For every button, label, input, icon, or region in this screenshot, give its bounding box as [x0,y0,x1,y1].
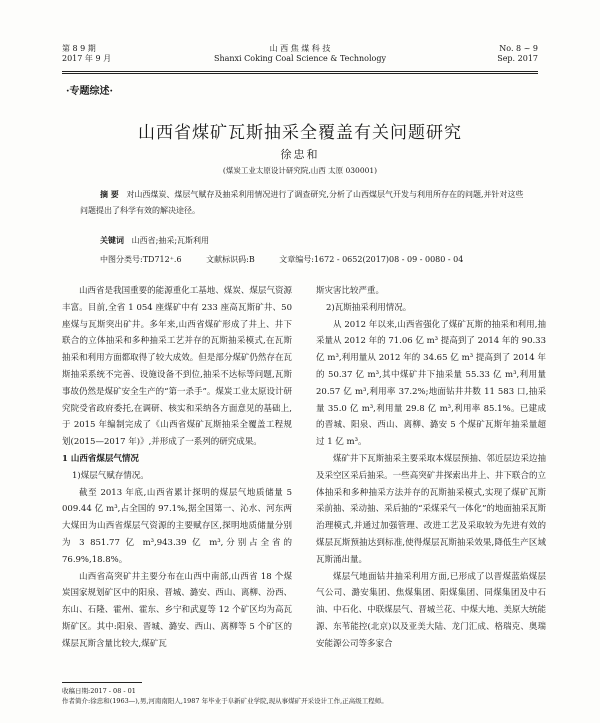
body-paragraph-continued: 斯灾害比较严重。 [316,286,385,296]
classification-line [100,254,540,265]
journal-name-en: Shanxi Coking Coal Science & Technology [213,54,387,63]
issue-info-en [497,44,538,64]
abstract-text: 对山西煤炭、煤层气赋存及抽采利用情况进行了调查研究,分析了山西煤层气开发与利用所存在的问题,并针对这些问题提出了科学有效的解决途径。 [80,190,524,215]
intro-paragraph: 山西省是我国重要的能源重化工基地、煤炭、煤层气资源丰富。目前,全省 1 054 座煤矿中有 233 座高瓦斯矿井、50 座煤与瓦斯突出矿井。多年来,山西省煤矿形成了井上、井下联合的立体抽采和多种抽采工艺并存的瓦斯抽采模式,在瓦斯抽采和利用方面都取得了较大成效。但是部分煤矿仍然存在瓦斯抽采系统不完善、设施设备不到位,抽采不达标等问题,瓦斯事故仍然是煤矿安全生产的“第一杀手”。煤炭工业太原设计研究院受省政府委托,在调研、核实和采纳各方面意见的基础上,于 2015 年编制完成了《山西省煤矿瓦斯抽采全覆盖工程规划(2015—2017 年)》,并形成了一系列的研究成果。 [62,286,292,448]
header-rule-thin [62,73,538,74]
footnote [62,686,540,706]
issue-number-en: No. 8 ~ 9 [499,44,538,53]
article-title: 山西省煤矿瓦斯抽采全覆盖有关问题研究 [138,123,462,143]
body-paragraph: 煤层气地面钻井抽采利用方面,已形成了以晋煤蓝焰煤层气公司、潞安集团、焦煤集团、阳煤集团、同煤集团及中石油、中石化、中联煤层气、晋城兰花、中煤大地、美原大统能源、东苇能控(北京)以及亚美大陆、龙门汇成、格瑞克、奥瑞安能源公司等多家合 [316,571,546,649]
left-column [62,283,292,653]
running-header [62,44,538,72]
header-rule [62,71,538,72]
subsection-heading: 1)煤层气赋存情况。 [72,470,149,481]
abstract-label: 摘 要 [100,189,119,199]
section-heading: 1 山西省煤层气情况 [62,453,139,464]
author-affiliation: (煤炭工业太原设计研究院,山西 太原 030001) [222,166,378,175]
document-code: 文献标识码:B [206,255,255,264]
issue-date-en: Sep. 2017 [497,54,538,63]
right-column [316,283,546,653]
issue-number: 第 8 9 期 [62,44,96,53]
keywords-text: 山西省;抽采;瓦斯利用 [131,236,210,245]
body-paragraph: 截至 2013 年底,山西省累计探明的煤层气地质储量 5 009.44 亿 m³,占全国的 97.1%,据全国第一、沁水、河东两大煤田为山西省煤层气资源的主要赋存区,探明地质储量分别为 3 851.77 亿 m³,943.39 亿 m³,分别占全省的 76.9%,18.8%。 [62,487,292,565]
author-name: 徐忠和 [280,148,320,161]
body-paragraph: 山西省高突矿井主要分布在山西中南部,山西省 18 个煤炭国家规划矿区中的阳泉、晋城、潞安、西山、离柳、汾西、东山、石隆、霍州、霍东、乡宁和武夏等 12 个矿区均为高瓦斯矿区。其中:阳泉、晋城、潞安、西山、离柳等 5 个矿区的煤层瓦斯含量比较大,煤矿瓦 [62,571,292,649]
subsection-heading: 2)瓦斯抽采利用情况。 [326,302,412,313]
keywords-label: 关键词 [100,235,124,245]
body-paragraph: 煤矿井下瓦斯抽采主要采取本煤层预抽、邻近层边采边抽及采空区采后抽采。一些高突矿井探索出井上、井下联合的立体抽采和多种抽采方法并存的瓦斯抽采模式,实现了煤矿瓦斯采前抽、采动抽、采后抽的“采煤采气一体化”的地面抽采瓦斯治理模式,并通过加强管理、改进工艺及采取较为先进有效的煤层瓦斯预抽达到标准,使得煤层瓦斯抽采效果,降低生产区域瓦斯涌出量。 [316,453,546,565]
author-bio: 作者简介:徐忠和(1963—),男,河南南阳人,1987 年毕业于阜新矿业学院,现从事煤矿开采设计工作,正高级工程师。 [62,697,388,705]
article-number: 文章编号:1672 - 0652(2017)08 - 09 - 0080 - 04 [279,255,464,264]
journal-name-cn: 山 西 焦 煤 科 技 [269,44,331,53]
received-date: 收稿日期:2017 - 08 - 01 [62,687,136,695]
footnote-rule [62,682,142,683]
clc-number: 中图分类号:TD712⁺.6 [100,255,182,264]
issue-date: 2017 年 9 月 [62,54,112,63]
body-paragraph: 从 2012 年以来,山西省强化了煤矿瓦斯的抽采和利用,抽采量从 2012 年的 71.06 亿 m³ 提高到了 2014 年的 90.33 亿 m³,利用量从 2012 年的 34.65 亿 m³ 提高到了 2014 年的 50.37 亿 m³,其中煤矿井下抽采量 55.33 亿 m³,利用量 20.57 亿 m³,利用率 37.2%;地面钻井井数 11 583 口,抽采量 35.0 亿 m³,利用量 29.8 亿 m³,利用率 85.1%。已建成的晋城、阳泉、西山、离柳、潞安 5 个煤矿瓦斯年抽采量超过 1 亿 m³。 [316,319,546,448]
keywords [100,235,530,246]
section-tag: ·专题综述· [66,86,113,97]
abstract [80,186,530,219]
journal-name [62,44,538,64]
